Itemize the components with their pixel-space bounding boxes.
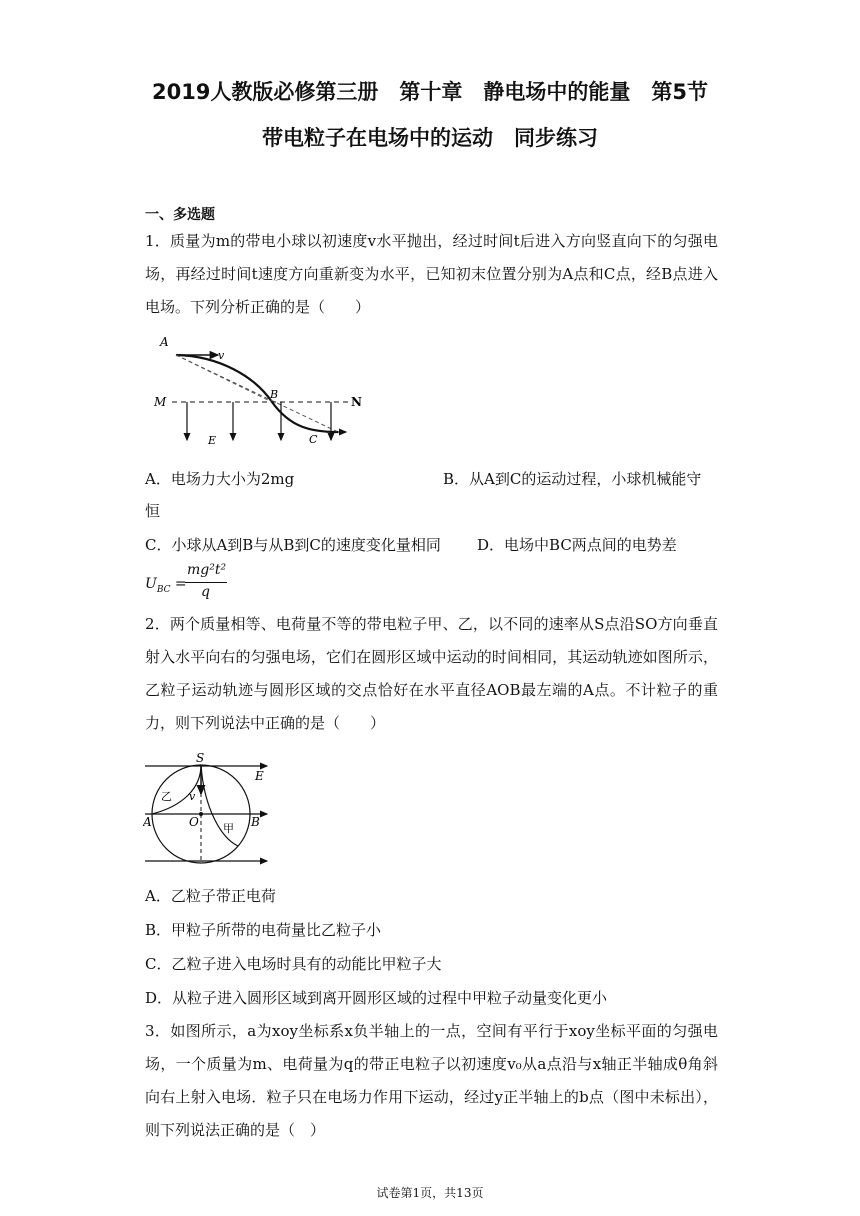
question-1-option-b[interactable]: B．从A到C的运动过程，小球机械能守 — [443, 470, 702, 488]
section-heading: 一、多选题 — [145, 207, 215, 223]
particle-yi-label: 乙 — [161, 790, 172, 803]
point-b-label: B — [251, 815, 260, 829]
formula-numerator: mg²t² — [187, 562, 227, 578]
trajectory-curve — [176, 355, 338, 432]
question-2-figure — [143, 748, 273, 870]
point-a-label: A — [143, 815, 152, 829]
document-title-line2: 带电粒子在电场中的运动 同步练习 — [262, 126, 598, 150]
point-c-label: C — [309, 433, 318, 446]
formula-fraction-bar — [185, 582, 227, 583]
velocity-label: v — [218, 349, 225, 362]
point-s-label: S — [196, 751, 205, 765]
question-2-option-d[interactable]: D．从粒子进入圆形区域到离开圆形区域的过程中甲粒子动量变化更小 — [145, 989, 608, 1007]
point-o — [199, 812, 203, 816]
point-o-label: O — [189, 815, 199, 829]
question-3-stem: 3．如图所示，a为xoy坐标系x负半轴上的一点，空间有平行于xoy坐标平面的匀强电场，一个质量为m、电荷量为q的带正电粒子以初速度v₀从a点沿与x轴正半轴成θ角斜向右上射入电场．粒子只在电场力作用下运动，经过y正半轴上的b点（图中未标出），则下列说法正确的是（ ） — [145, 1022, 718, 1139]
document-title-line1: 2019人教版必修第三册 第十章 静电场中的能量 第5节 — [151, 80, 709, 104]
chord-a-to-c — [176, 355, 338, 432]
question-1-figure — [150, 332, 365, 447]
question-1-stem: 1．质量为m的带电小球以初速度v水平抛出，经过时间t后进入方向竖直向下的匀强电场，再经过时间t速度方向重新变为水平，已知初末位置分别为A点和C点，经B点进入电场。下列分析正确的是（ ） — [145, 232, 718, 316]
question-2-option-a[interactable]: A．乙粒子带正电荷 — [145, 887, 276, 905]
question-1-option-d[interactable]: D．电场中BC两点间的电势差 — [477, 536, 677, 554]
question-2-stem: 2．两个质量相等、电荷量不等的带电粒子甲、乙，以不同的速率从S点沿SO方向垂直射入水平向右的匀强电场，它们在圆形区域中运动的时间相同，其运动轨迹如图所示，乙粒子运动轨迹与圆形区域的交点恰好在水平直径AOB最左端的A点。不计粒子的重力，则下列说法中正确的是（ ） — [145, 615, 718, 732]
question-1-option-c[interactable]: C．小球从A到B与从B到C的速度变化量相同 — [145, 536, 441, 554]
page-footer: 试卷第1页，共13页 — [376, 1186, 484, 1200]
point-b-label: B — [270, 388, 279, 401]
question-1-option-b-continued: 恒 — [145, 502, 161, 520]
question-2-option-b[interactable]: B．甲粒子所带的电荷量比乙粒子小 — [145, 921, 382, 939]
field-e-label: E — [255, 769, 264, 783]
boundary-m-label: M — [154, 395, 167, 409]
field-e-label: E — [208, 434, 217, 447]
formula-equals: = — [170, 576, 187, 592]
question-1-option-a[interactable]: A．电场力大小为2mg — [145, 470, 295, 488]
point-a-label: A — [160, 335, 169, 349]
boundary-n-label: N — [351, 395, 362, 409]
formula-denominator: q — [201, 584, 210, 600]
question-2-option-c[interactable]: C．乙粒子进入电场时具有的动能比甲粒子大 — [145, 955, 442, 973]
formula-lhs: U — [145, 576, 157, 592]
velocity-v-label: v — [189, 790, 196, 803]
formula-subscript: BC — [156, 584, 171, 595]
particle-jia-label: 甲 — [223, 822, 234, 835]
